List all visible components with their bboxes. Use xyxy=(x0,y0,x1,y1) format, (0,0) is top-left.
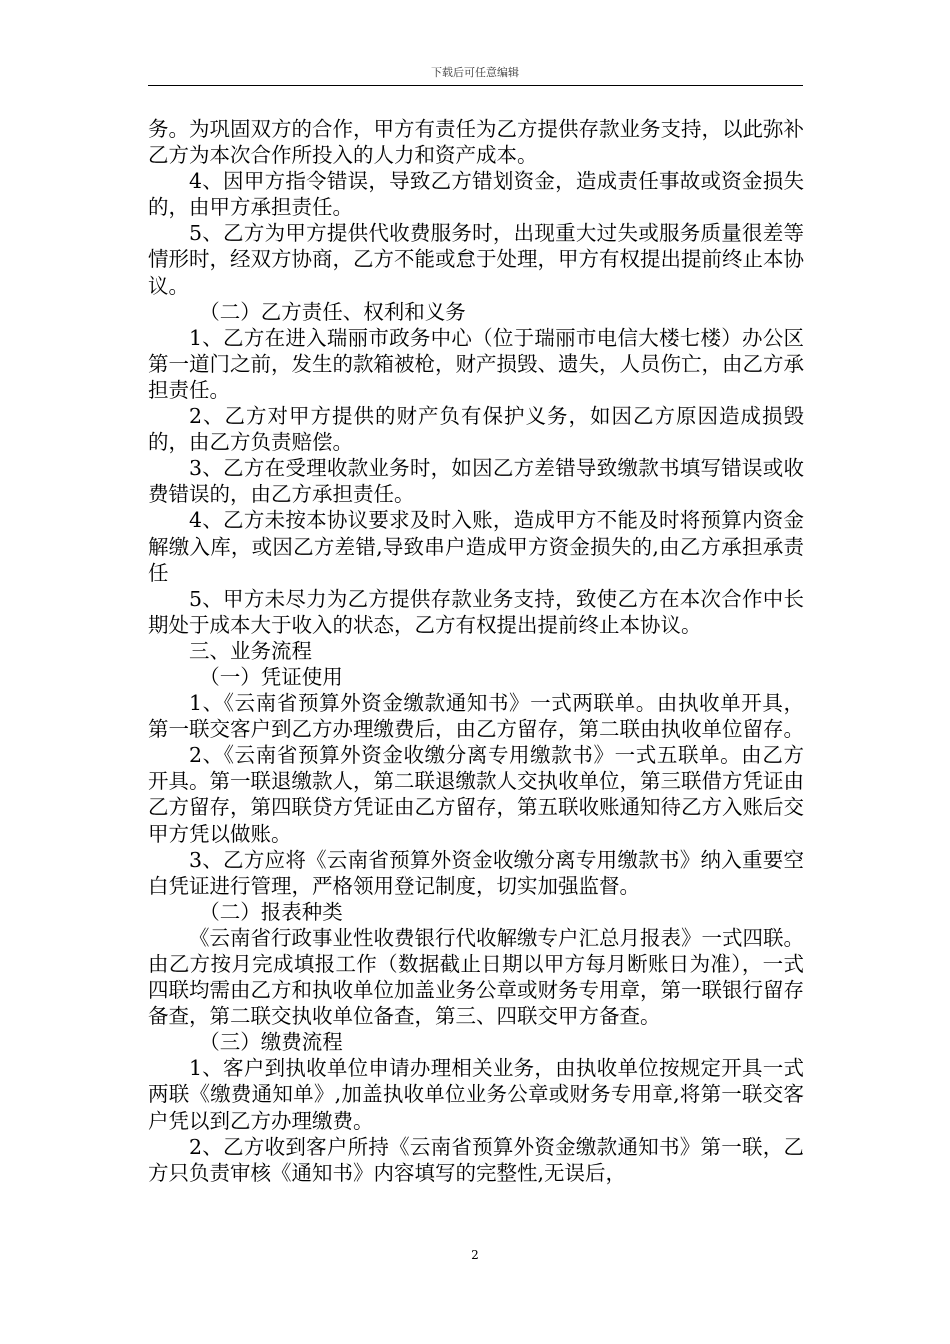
paragraph: 5、甲方未尽力为乙方提供存款业务支持，致使乙方在本次合作中长期处于成本大于收入的状态，乙方有权提出提前终止本协议。 xyxy=(148,586,804,637)
page-header xyxy=(0,66,950,80)
paragraph: 1、客户到执收单位申请办理相关业务，由执收单位按规定开具一式两联《缴费通知单》,加盖执收单位业务公章或财务专用章,将第一联交客户凭以到乙方办理缴费。 xyxy=(148,1056,804,1133)
section-heading: （三）缴费流程 xyxy=(199,1030,343,1055)
document-body xyxy=(148,116,804,1186)
paragraph: 《云南省行政事业性收费银行代收解缴专户汇总月报表》一式四联。由乙方按月完成填报工作（数据截止日期以甲方每月断账日为准），一式四联均需由乙方和执收单位加盖业务公章或财务专用章，第一联银行留存备查，第二联交执收单位备查，第三、四联交甲方备查。 xyxy=(148,925,804,1029)
paragraph: 1、《云南省预算外资金缴款通知书》一式两联单。由执收单开具，第一联交客户到乙方办理缴费后，由乙方留存，第二联由执收单位留存。 xyxy=(148,691,804,742)
section-heading: （一）凭证使用 xyxy=(199,664,343,689)
page-number xyxy=(0,1248,950,1262)
paragraph: 3、乙方在受理收款业务时，如因乙方差错导致缴款书填写错误或收费错误的，由乙方承担责任。 xyxy=(148,456,804,507)
paragraph: 5、乙方为甲方提供代收费服务时，出现重大过失或服务质量很差等情形时，经双方协商，乙方不能或怠于处理，甲方有权提出提前终止本协议。 xyxy=(148,221,804,298)
paragraph: 务。为巩固双方的合作，甲方有责任为乙方提供存款业务支持，以此弥补乙方为本次合作所投入的人力和资产成本。 xyxy=(148,117,804,168)
paragraph: 2、乙方对甲方提供的财产负有保护义务，如因乙方原因造成损毁的，由乙方负责赔偿。 xyxy=(148,404,804,455)
paragraph: 1、乙方在进入瑞丽市政务中心（位于瑞丽市电信大楼七楼）办公区第一道门之前，发生的款箱被枪，财产损毁、遗失，人员伤亡，由乙方承担责任。 xyxy=(148,325,804,402)
paragraph: 4、因甲方指令错误，导致乙方错划资金，造成责任事故或资金损失的，由甲方承担责任。 xyxy=(148,169,804,220)
page-number-text: 2 xyxy=(471,1248,479,1262)
paragraph: 2、乙方收到客户所持《云南省预算外资金缴款通知书》第一联，乙方只负责审核《通知书》内容填写的完整性,无误后， xyxy=(148,1134,804,1185)
paragraph: 3、乙方应将《云南省预算外资金收缴分离专用缴款书》纳入重要空白凭证进行管理，严格领用登记制度，切实加强监督。 xyxy=(148,847,804,898)
header-text: 下载后可任意编辑 xyxy=(431,66,519,79)
section-heading: （二）乙方责任、权利和义务 xyxy=(199,299,466,324)
section-heading: 三、业务流程 xyxy=(189,638,312,663)
header-divider xyxy=(148,85,803,86)
section-heading: （二）报表种类 xyxy=(199,899,343,924)
paragraph: 2、《云南省预算外资金收缴分离专用缴款书》一式五联单。由乙方开具。第一联退缴款人，第二联退缴款人交执收单位，第三联借方凭证由乙方留存，第四联贷方凭证由乙方留存，第五联收账通知待乙方入账后交甲方凭以做账。 xyxy=(148,743,804,846)
paragraph: 4、乙方未按本协议要求及时入账，造成甲方不能及时将预算内资金解缴入库，或因乙方差错,导致串户造成甲方资金损失的,由乙方承担承责任 xyxy=(148,508,804,585)
